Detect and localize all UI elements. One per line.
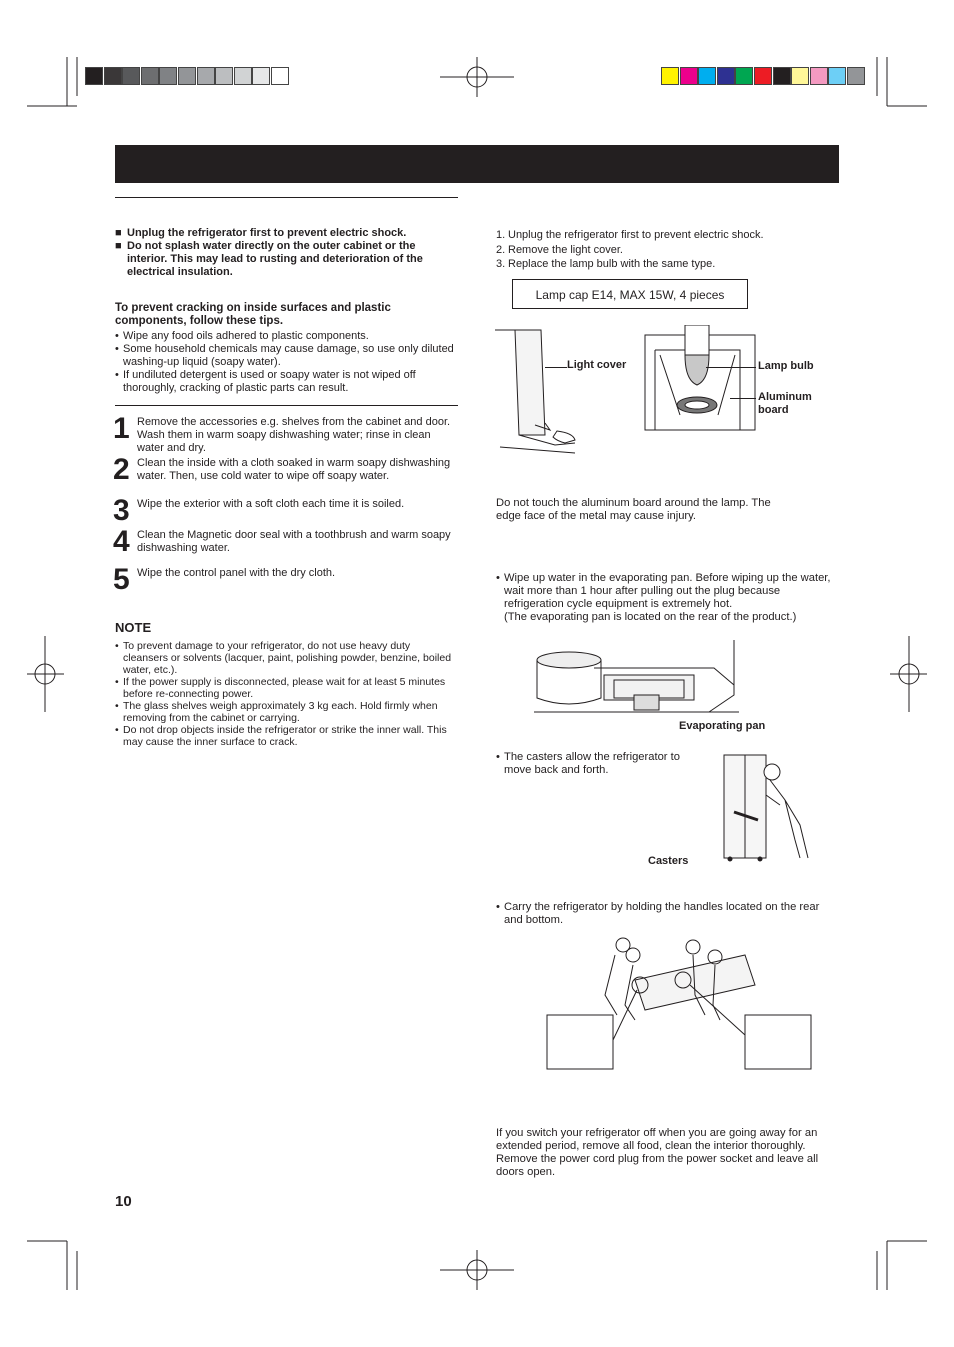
step-text: Clean the Magnetic door seal with a toothbrush and warm soapy dishwashing water. xyxy=(137,529,451,554)
list-item: • If the power supply is disconnected, please wait for at least 5 minutes before re-connecting power. xyxy=(115,676,458,700)
step-number: 4 xyxy=(113,525,130,558)
step-number: 3 xyxy=(113,494,130,527)
step-number: 5 xyxy=(113,563,130,596)
tips-heading: To prevent cracking on inside surfaces and plastic components, follow these tips. xyxy=(115,302,391,327)
lamp-bulb-label: Lamp bulb xyxy=(758,360,814,372)
leader-line xyxy=(545,367,567,368)
warning-text: Unplug the refrigerator first to prevent electric shock. xyxy=(127,227,407,239)
section-header-bar xyxy=(115,145,839,183)
notes-list xyxy=(115,640,458,748)
casters-illustration xyxy=(700,750,815,865)
evap-list xyxy=(496,572,841,624)
list-item: 2. Remove the light cover. xyxy=(496,243,623,256)
divider xyxy=(115,197,458,198)
casters-label: Casters xyxy=(648,855,689,867)
aluminum-warning: Do not touch the aluminum board around the lamp. The edge face of the metal may cause injury. xyxy=(496,497,771,522)
away-text: If you switch your refrigerator off when you are going away for an extended period, remove all food, clean the interior thoroughly. Remove the power cord plug from the power socket and leave all doors open. xyxy=(496,1127,819,1178)
casters-list xyxy=(496,751,706,777)
list-item: • Do not drop objects inside the refrigerator or strike the inner wall. This may cause the inner surface to crack. xyxy=(115,724,458,748)
warning-text: Do not splash water directly on the outer cabinet or the interior. This may lead to rusting and deterioration of the electrical insulation. xyxy=(127,240,423,278)
list-item: • Wipe up water in the evaporating pan. Before wiping up the water, wait more than 1 hour after pulling out the plug because refrigeration cycle equipment is extremely hot. (The evaporating pan is located on the rear of the product.) xyxy=(496,572,841,624)
list-item: • The casters allow the refrigerator to move back and forth. xyxy=(496,751,706,777)
step-text: Wipe the control panel with the dry cloth. xyxy=(137,567,336,579)
list-item: • The glass shelves weigh approximately 3 kg each. Hold firmly when removing from the cabinet or carrying. xyxy=(115,700,458,724)
carrying-illustration xyxy=(545,935,815,1071)
note-heading: NOTE xyxy=(115,620,152,635)
light-cover-illustration xyxy=(495,325,595,460)
list-item: • If undiluted detergent is used or soapy water is not wiped off thoroughly, cracking of plastic parts can result. xyxy=(115,369,458,395)
bullet-square-icon: ■ xyxy=(115,240,122,252)
list-item: 3. Replace the lamp bulb with the same type. xyxy=(496,258,716,270)
list-item: 1. Unplug the refrigerator first to prevent electric shock. xyxy=(496,229,764,241)
list-item: • To prevent damage to your refrigerator, do not use heavy duty cleansers or solvents (lacquer, paint, polishing powder, benzine, boiled water, etc.). xyxy=(115,640,458,676)
aluminum-board-label: Aluminum board xyxy=(758,391,812,416)
carry-list xyxy=(496,901,841,927)
step-number: 1 xyxy=(113,412,130,445)
evaporating-pan-illustration xyxy=(534,640,744,718)
leader-line xyxy=(706,367,756,368)
light-cover-label: Light cover xyxy=(567,359,627,371)
evaporating-pan-label: Evaporating pan xyxy=(679,720,766,732)
lamp-bulb-illustration xyxy=(640,325,760,435)
step-number: 2 xyxy=(113,453,130,486)
page-number: 10 xyxy=(115,1193,132,1210)
step-text: Remove the accessories e.g. shelves from the cabinet and door. Wash them in warm soapy dishwashing water; rinse in clean water and dry. xyxy=(137,416,451,454)
divider xyxy=(115,405,458,406)
lamp-spec-box: Lamp cap E14, MAX 15W, 4 pieces xyxy=(512,279,748,309)
bullet-square-icon: ■ xyxy=(115,227,122,239)
tips-list xyxy=(115,330,458,395)
lamp-steps xyxy=(496,228,840,272)
list-item: • Some household chemicals may cause damage, so use only diluted washing-up liquid (soapy water). xyxy=(115,343,458,369)
step-text: Clean the inside with a cloth soaked in warm soapy dishwashing water. Then, use cold water to wipe off soapy water. xyxy=(137,457,451,482)
list-item: • Carry the refrigerator by holding the handles located on the rear and bottom. xyxy=(496,901,841,927)
list-item: • Wipe any food oils adhered to plastic components. xyxy=(115,330,458,343)
leader-line xyxy=(730,398,756,399)
step-text: Wipe the exterior with a soft cloth each time it is soiled. xyxy=(137,498,405,510)
